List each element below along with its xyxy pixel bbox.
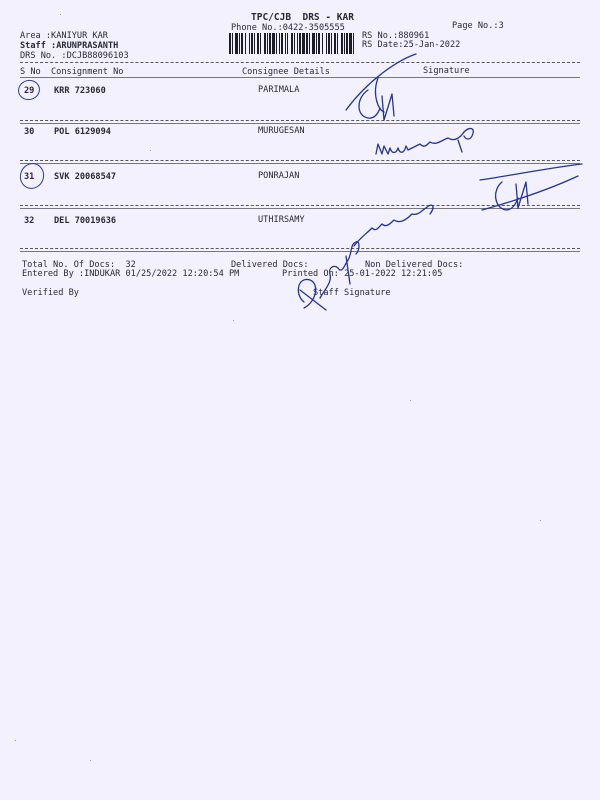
col-signature: Signature xyxy=(423,66,470,76)
row-consignee: PONRAJAN xyxy=(258,171,300,181)
row-sno: 29 xyxy=(24,86,35,96)
scan-speck xyxy=(540,520,541,521)
barcode-bar xyxy=(294,33,295,54)
barcode-bar xyxy=(249,33,250,54)
row-consignee: PARIMALA xyxy=(258,85,300,95)
total-docs: Total No. Of Docs: 32 xyxy=(22,260,136,270)
staff-signature-label: Staff Signature xyxy=(313,288,391,298)
barcode-bar xyxy=(229,33,231,54)
row-divider xyxy=(20,123,580,124)
col-consignee: Consignee Details xyxy=(242,67,330,77)
barcode-bar xyxy=(306,33,308,54)
scan-speck xyxy=(233,320,234,321)
barcode-bar xyxy=(267,33,268,54)
col-sno: S No xyxy=(20,67,41,77)
signature-row-30 xyxy=(372,118,482,168)
barcode-bar xyxy=(297,33,298,54)
barcode xyxy=(229,33,355,54)
barcode-bar xyxy=(281,33,283,54)
barcode-bar xyxy=(251,33,253,54)
header-rule-top xyxy=(20,62,580,63)
rs-number: RS No.:880961 xyxy=(362,31,430,41)
area-label: Area :KANIYUR KAR xyxy=(20,31,108,41)
barcode-bar xyxy=(285,33,286,54)
circle-mark xyxy=(16,160,47,193)
barcode-bar xyxy=(239,33,240,54)
drs-number: DRS No. :DCJB88096103 xyxy=(20,51,129,61)
printed-on: Printed On: 25-01-2022 12:21:05 xyxy=(282,269,443,279)
non-delivered-docs: Non Delivered Docs: xyxy=(365,260,464,270)
barcode-bar xyxy=(254,33,255,54)
verified-by: Verified By xyxy=(22,288,79,298)
row-sno: 31 xyxy=(24,172,35,182)
row-consignment: POL 6129094 xyxy=(54,127,111,137)
signature-row-32 xyxy=(290,198,440,318)
barcode-bar xyxy=(318,33,320,54)
barcode-bar xyxy=(291,33,293,54)
barcode-bar xyxy=(260,33,261,54)
row-consignment: KRR 723060 xyxy=(54,86,106,96)
barcode-bar xyxy=(302,33,305,54)
scan-speck xyxy=(150,150,151,151)
barcode-bar xyxy=(279,33,280,54)
barcode-bar xyxy=(232,33,233,54)
scan-speck xyxy=(410,400,411,401)
signature-row-31 xyxy=(478,160,588,220)
barcode-bar xyxy=(326,33,327,54)
scan-speck xyxy=(60,14,61,15)
barcode-bar xyxy=(245,33,246,54)
page-number: Page No.:3 xyxy=(452,21,504,31)
phone-number: Phone No.:0422-3505555 xyxy=(231,23,345,33)
row-consignee: MURUGESAN xyxy=(258,126,305,136)
barcode-bar xyxy=(312,33,315,54)
col-consignment: Consignment No xyxy=(51,67,124,77)
barcode-bar xyxy=(331,33,332,54)
barcode-bar xyxy=(322,33,323,54)
barcode-bar xyxy=(287,33,288,54)
barcode-bar xyxy=(272,33,275,54)
row-consignment: SVK 20068547 xyxy=(54,172,117,182)
barcode-bar xyxy=(328,33,330,54)
barcode-bar xyxy=(235,33,238,54)
barcode-bar xyxy=(316,33,317,54)
scan-speck xyxy=(15,740,16,741)
barcode-bar xyxy=(264,33,266,54)
barcode-bar xyxy=(276,33,277,54)
barcode-bar xyxy=(241,33,243,54)
scan-speck xyxy=(90,760,91,761)
delivered-docs: Delivered Docs: xyxy=(231,260,309,270)
entered-by: Entered By :INDUKAR 01/25/2022 12:20:54 PM xyxy=(22,269,240,279)
document-title: TPC/CJB DRS - KAR xyxy=(251,12,354,23)
staff-label: Staff :ARUNPRASANTH xyxy=(20,41,119,51)
barcode-bar xyxy=(334,33,336,54)
rs-date: RS Date:25-Jan-2022 xyxy=(362,40,461,50)
row-sno: 30 xyxy=(24,127,35,137)
row-consignee: UTHIRSAMY xyxy=(258,215,305,225)
row-sno: 32 xyxy=(24,216,35,226)
barcode-bar xyxy=(269,33,271,54)
barcode-bar xyxy=(299,33,301,54)
row-divider xyxy=(20,120,580,121)
header-rule-bottom xyxy=(20,77,580,78)
barcode-bar xyxy=(309,33,310,54)
circle-mark xyxy=(16,77,42,102)
row-consignment: DEL 70019636 xyxy=(54,216,117,226)
barcode-bar xyxy=(257,33,259,54)
